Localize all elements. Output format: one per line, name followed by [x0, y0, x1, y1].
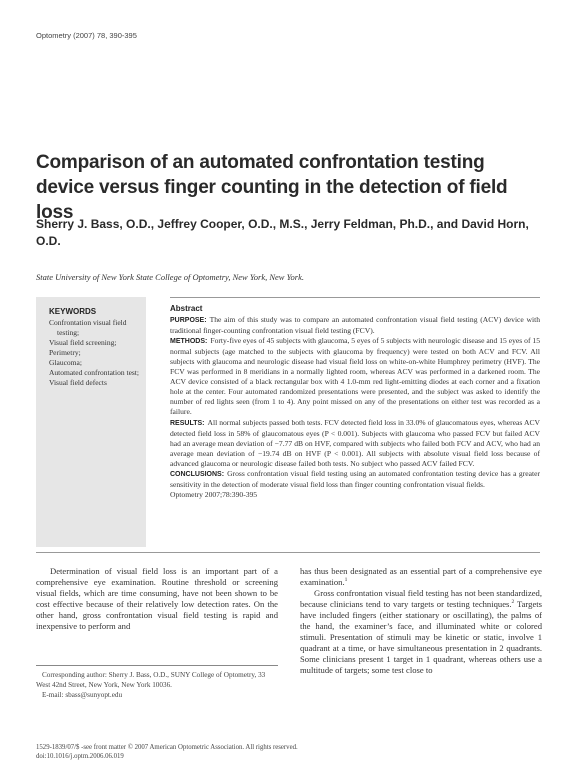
- article-title: Comparison of an automated confrontation testing device versus finger counting in the detection of field loss: [36, 152, 508, 223]
- doi-line: doi:10.1016/j.optm.2006.06.019: [36, 753, 124, 760]
- footnote-divider: [36, 665, 278, 666]
- abstract-bottom-divider: [36, 552, 540, 553]
- affiliation: State University of New York State College of Optometry, New York, New York.: [36, 272, 304, 282]
- reference-marker: 1: [344, 577, 348, 584]
- keyword-item: Perimetry;: [49, 348, 81, 357]
- correspondence-note: Corresponding author: Sherry J. Bass, O.D., SUNY College of Optometry, 33 West 42nd Street, New York, New York 10036.: [36, 671, 266, 689]
- purpose-text: The aim of this study was to compare an automated confrontation visual field testing (ACV) device with traditional finger-counting confrontation visual field testing (FCV).: [170, 315, 540, 336]
- body-column-left: [36, 566, 278, 632]
- body-column-right: [300, 566, 542, 676]
- keyword-item: Automated confrontation test;: [49, 368, 139, 377]
- abstract-results: [170, 418, 540, 469]
- methods-label: METHODS:: [170, 338, 208, 346]
- copyright-line: 1529-1839/07/$ -see front matter © 2007 American Optometric Association. All rights reserved.: [36, 744, 298, 751]
- email-note: E-mail: sbass@sunyopt.edu: [42, 691, 123, 699]
- keywords-list: [49, 318, 144, 388]
- abstract: [170, 304, 540, 500]
- body-paragraph: [300, 588, 542, 676]
- purpose-label: PURPOSE:: [170, 317, 207, 325]
- abstract-citation: Optometry 2007;78:390-395: [170, 489, 258, 499]
- copyright: [36, 743, 536, 761]
- abstract-purpose: [170, 315, 540, 336]
- keywords-box: [36, 297, 146, 547]
- keyword-item: Confrontation visual field testing;: [49, 318, 127, 337]
- body-text: has thus been designated as an essential part of a comprehensive eye examination.: [300, 566, 542, 588]
- results-label: RESULTS:: [170, 419, 205, 427]
- conclusions-label: CONCLUSIONS:: [170, 470, 225, 478]
- keyword-item: Visual field screening;: [49, 338, 117, 347]
- reference-marker: 2: [511, 599, 515, 606]
- footnote: [36, 670, 278, 700]
- keywords-heading: KEYWORDS: [49, 307, 97, 316]
- abstract-heading: Abstract: [170, 304, 203, 313]
- journal-reference: Optometry (2007) 78, 390-395: [36, 31, 137, 40]
- keyword-item: Glaucoma;: [49, 358, 82, 367]
- methods-text: Forty-five eyes of 45 subjects with glaucoma, 5 eyes of 5 subjects with neurologic disease and 15 eyes of 15 normal subjects (age matched to the subjects with glaucoma by frequency) were tested on both ACV and FCV. All subjects with glaucoma and neurologic disease had visual field loss on white-on-white Humphrey perimetry (HVF). The FCV was performed in 8 meridians in a normally lighted room, whereas ACV was performed in a darkened room. The ACV device consisted of a black rectangular box with 4 1.0-mm red light-emitting diodes at each corner and a fixation hole at the center. Four automated randomized presentations were presented, and the subject was asked to identify the number of red lights seen (from 1 to 4). Any point missed on any of the presentations on either test was recorded as a failure.: [170, 336, 540, 417]
- body-text: Targets have included fingers (either stationary or oscillating), the palms of the hand, the examiner’s face, and illuminated white or colored stimuli. Presentation of stimuli may be kinetic or static, involve 1 quadrant at a time, or have simultaneous presentation in 2 quadrants. Some clinicians present 1 target in 1 quadrant, whereas others use a multitude of targets; some test close to: [300, 599, 542, 676]
- body-text: Gross confrontation visual field testing has not been standardized, because clinicians tend to vary targets or testing techniques.: [300, 588, 542, 610]
- author-list: Sherry J. Bass, O.D., Jeffrey Cooper, O.D., M.S., Jerry Feldman, Ph.D., and David Horn, O.D.: [36, 217, 529, 248]
- results-text: All normal subjects passed both tests. FCV detected field loss in 33.0% of glaucomatous eyes, whereas ACV detected field loss in 58% of glaucomatous eyes (P < 0.001). Subjects with glaucoma who passed FCV but failed ACV had an average mean deviation of −7.77 dB on HVF, compared with subjects who failed both FCV and ACV, who had an average mean deviation of −19.74 dB on HVF (P < 0.001). All subjects with absolute visual field loss because of advanced glaucoma or neurologic disease failed both tests. No subject who passed ACV failed FCV.: [170, 417, 540, 468]
- body-paragraph: Determination of visual field loss is an important part of a comprehensive eye examination. Routine threshold or screening visual fields, which are time consuming, have not been shown to be cost effective because of their relatively low detection rates. On the other hand, gross confrontation visual field testing is rapid and inexpensive to perform and: [36, 566, 278, 632]
- conclusions-text: Gross confrontation visual field testing using an automated confrontation testing device has a greater sensitivity in the detection of moderate visual field loss than finger counting confrontation visual fields.: [170, 468, 540, 489]
- abstract-divider: [170, 297, 540, 298]
- abstract-methods: [170, 336, 540, 417]
- body-paragraph: [300, 566, 542, 588]
- keyword-item: Visual field defects: [49, 378, 107, 387]
- abstract-conclusions: [170, 469, 540, 490]
